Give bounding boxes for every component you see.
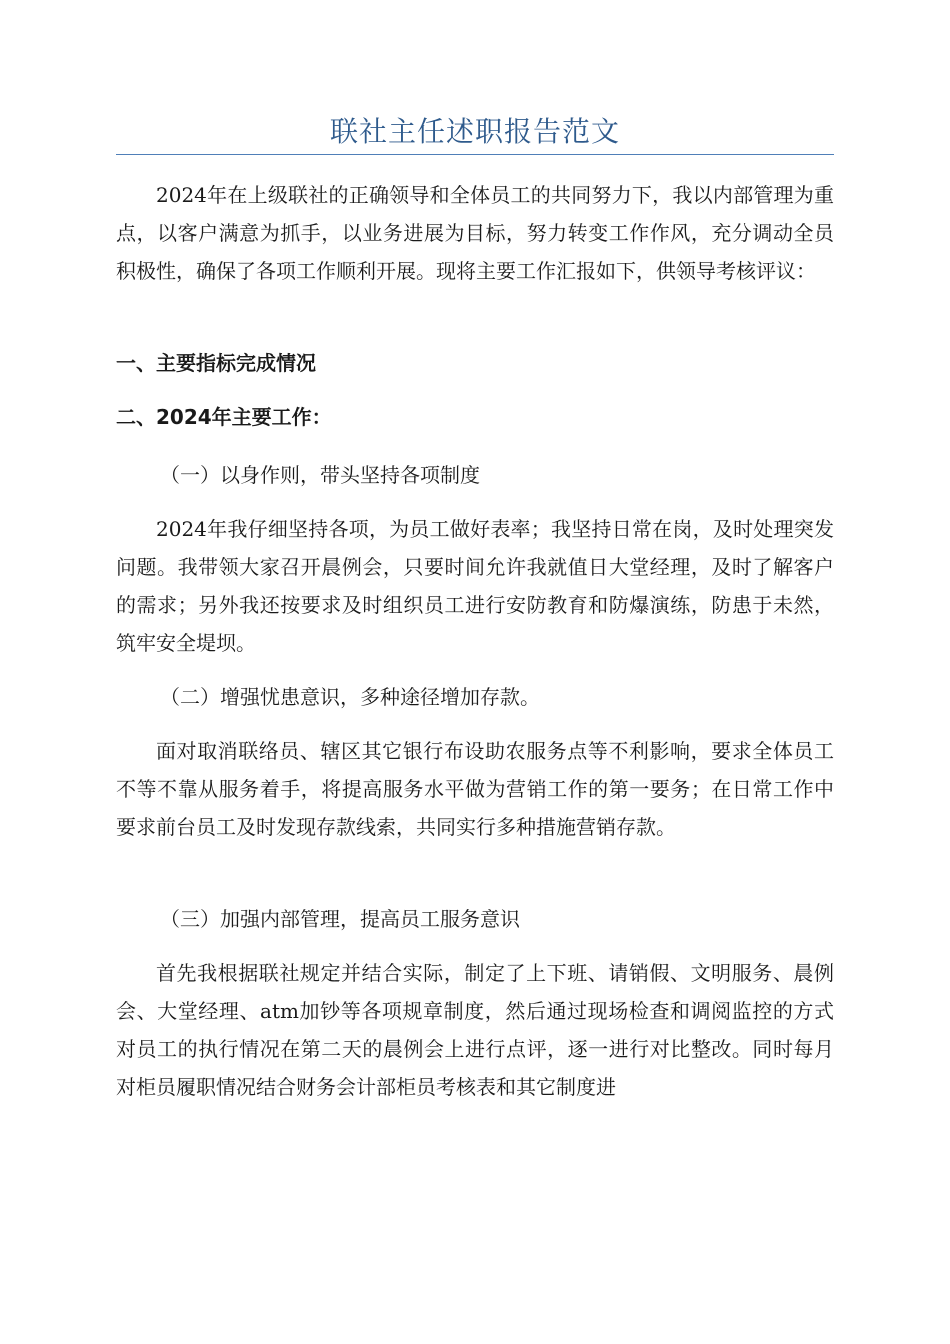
intro-paragraph: 2024年在上级联社的正确领导和全体员工的共同努力下，我以内部管理为重点，以客户满意为抓手，以业务进展为目标，努力转变工作作风，充分调动全员积极性，确保了各项工作顺利开展。现将主要工作汇报如下，供领导考核评议： xyxy=(116,183,834,283)
paragraph-1: 2024年我仔细坚持各项，为员工做好表率；我坚持日常在岗，及时处理突发问题。我带领大家召开晨例会，只要时间允许我就值日大堂经理，及时了解客户的需求；另外我还按要求及时组织员工进行安防教育和防爆演练，防患于未然，筑牢安全堤坝。 xyxy=(116,517,834,655)
document-title: 联社主任述职报告范文 xyxy=(329,115,620,148)
section-heading-1: 一、主要指标完成情况 xyxy=(116,351,316,375)
title-underline xyxy=(116,154,834,155)
subheading-2: （二）增强忧患意识，多种途径增加存款。 xyxy=(160,685,540,709)
paragraph-2: 面对取消联络员、辖区其它银行布设助农服务点等不利影响，要求全体员工不等不靠从服务着手，将提高服务水平做为营销工作的第一要务；在日常工作中要求前台员工及时发现存款线索，共同实行多种措施营销存款。 xyxy=(116,739,834,839)
subheading-1: （一）以身作则，带头坚持各项制度 xyxy=(160,463,480,487)
subheading-3: （三）加强内部管理，提高员工服务意识 xyxy=(160,907,520,931)
paragraph-3: 首先我根据联社规定并结合实际，制定了上下班、请销假、文明服务、晨例会、大堂经理、atm加钞等各项规章制度，然后通过现场检查和调阅监控的方式对员工的执行情况在第二天的晨例会上进行点评，逐一进行对比整改。同时每月对柜员履职情况结合财务会计部柜员考核表和其它制度进 xyxy=(116,961,834,1099)
section-heading-2: 二、2024年主要工作： xyxy=(116,405,332,429)
